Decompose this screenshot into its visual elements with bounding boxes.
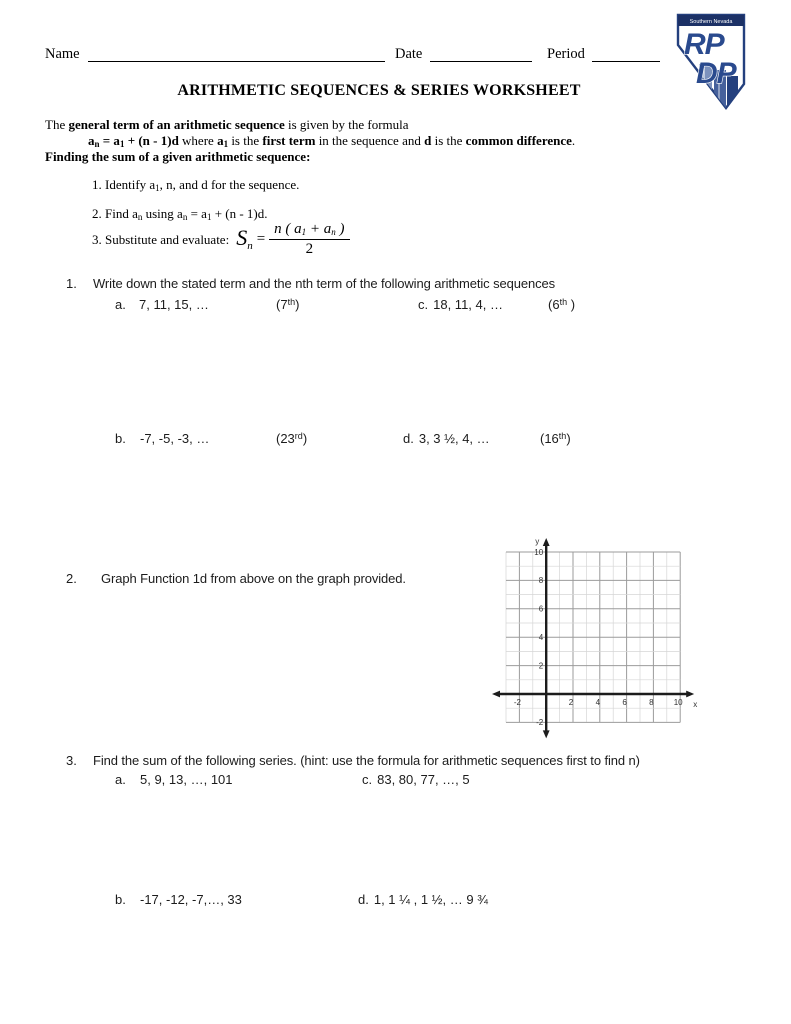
svg-text:6: 6 bbox=[622, 698, 627, 707]
svg-text:-2: -2 bbox=[513, 698, 521, 707]
q1-item-c-sequence: 18, 11, 4, … bbox=[433, 297, 503, 312]
logo-rp-text: RP bbox=[684, 28, 724, 61]
q1-item-c bbox=[418, 297, 503, 312]
svg-text:2: 2 bbox=[568, 698, 574, 707]
step-1: 1. Identify $a_1$, n, and d for the sequence. bbox=[92, 177, 300, 193]
svg-text:10: 10 bbox=[534, 547, 544, 557]
formula-equals: = bbox=[256, 231, 266, 248]
q1-item-b-term: (23rd) bbox=[276, 431, 308, 446]
q1-item-d-sequence: 3, 3 ½, 4, … bbox=[418, 431, 490, 446]
q3-item-a-label: a. bbox=[115, 772, 126, 787]
q3-item-d bbox=[358, 892, 488, 907]
q3-item-c-sequence: 83, 80, 77, …, 5 bbox=[377, 772, 470, 787]
rpdp-logo bbox=[670, 12, 750, 117]
question-1-number: 1. bbox=[66, 276, 77, 291]
step-3 bbox=[92, 221, 350, 259]
formula-symbol: S bbox=[236, 225, 248, 251]
q1-item-a-term: (7th) bbox=[276, 297, 300, 312]
q1-item-c-label: c. bbox=[418, 297, 429, 312]
question-2-number: 2. bbox=[66, 571, 77, 586]
page-title: ARITHMETIC SEQUENCES & SERIES WORKSHEET bbox=[177, 82, 581, 99]
logo-dp-text: DP bbox=[696, 57, 736, 90]
q1-item-d-label: d. bbox=[403, 431, 414, 446]
date-label: Date bbox=[395, 46, 423, 62]
q3-item-d-sequence: 1, 1 ¼ , 1 ½, … 9 ¾ bbox=[373, 892, 489, 907]
intro-line-1: The general term of an arithmetic sequence is given by the formula bbox=[45, 117, 409, 132]
formula-numerator: n ( $a_1 + a_n$ ) bbox=[269, 221, 349, 240]
q3-item-c bbox=[362, 772, 470, 787]
step-3-label: 3. Substitute and evaluate: bbox=[92, 231, 230, 247]
intro-line-2: $a_n = a_1 + (n - 1)d$ where $a_1$ is the first term in the sequence and d is the common difference. bbox=[88, 133, 576, 149]
q1-item-d bbox=[403, 431, 490, 446]
formula-symbol-subscript: n bbox=[247, 240, 253, 253]
sum-formula bbox=[236, 221, 349, 259]
coordinate-grid bbox=[486, 536, 708, 747]
question-3-text: Find the sum of the following series. (hint: use the formula for arithmetic sequences first to find n) bbox=[93, 753, 640, 768]
q3-item-b-sequence: -17, -12, -7,…, 33 bbox=[140, 892, 242, 907]
svg-text:4: 4 bbox=[595, 698, 601, 707]
formula-fraction bbox=[269, 221, 349, 259]
step-2: 2. Find $a_n$ using $a_n = a_1 + (n - 1)d$. bbox=[92, 206, 268, 222]
svg-text:10: 10 bbox=[673, 698, 683, 707]
svg-text:x: x bbox=[693, 700, 698, 709]
logo-region-label: Southern Nevada bbox=[689, 19, 733, 25]
q1-item-b-sequence: -7, -5, -3, … bbox=[140, 431, 210, 446]
period-blank-line bbox=[592, 61, 660, 62]
q1-item-a-label: a. bbox=[115, 297, 126, 312]
name-blank-line bbox=[88, 61, 385, 62]
q3-item-a-sequence: 5, 9, 13, …, 101 bbox=[140, 772, 233, 787]
period-label: Period bbox=[547, 46, 585, 62]
question-3-number: 3. bbox=[66, 753, 77, 768]
svg-text:2: 2 bbox=[538, 661, 544, 671]
question-2-text: Graph Function 1d from above on the graph provided. bbox=[101, 571, 406, 586]
question-1-text: Write down the stated term and the nth term of the following arithmetic sequences bbox=[93, 276, 556, 291]
intro-line-3: Finding the sum of a given arithmetic sequence: bbox=[45, 149, 311, 164]
date-blank-line bbox=[430, 61, 532, 62]
q3-item-b-label: b. bbox=[115, 892, 126, 907]
svg-text:-2: -2 bbox=[536, 718, 544, 728]
name-label: Name bbox=[45, 46, 80, 62]
q1-item-a-sequence: 7, 11, 15, … bbox=[139, 297, 209, 312]
q3-item-d-label: d. bbox=[358, 892, 369, 907]
svg-text:y: y bbox=[535, 537, 540, 546]
svg-text:6: 6 bbox=[538, 604, 544, 614]
svg-text:8: 8 bbox=[649, 698, 654, 707]
svg-text:4: 4 bbox=[538, 633, 544, 642]
q1-item-c-term: (6th ) bbox=[548, 297, 576, 312]
q1-item-d-term: (16th) bbox=[540, 431, 571, 446]
q3-item-c-label: c. bbox=[362, 772, 373, 787]
formula-denominator: 2 bbox=[305, 241, 314, 258]
svg-text:8: 8 bbox=[538, 576, 544, 586]
q1-item-b-label: b. bbox=[115, 431, 126, 446]
